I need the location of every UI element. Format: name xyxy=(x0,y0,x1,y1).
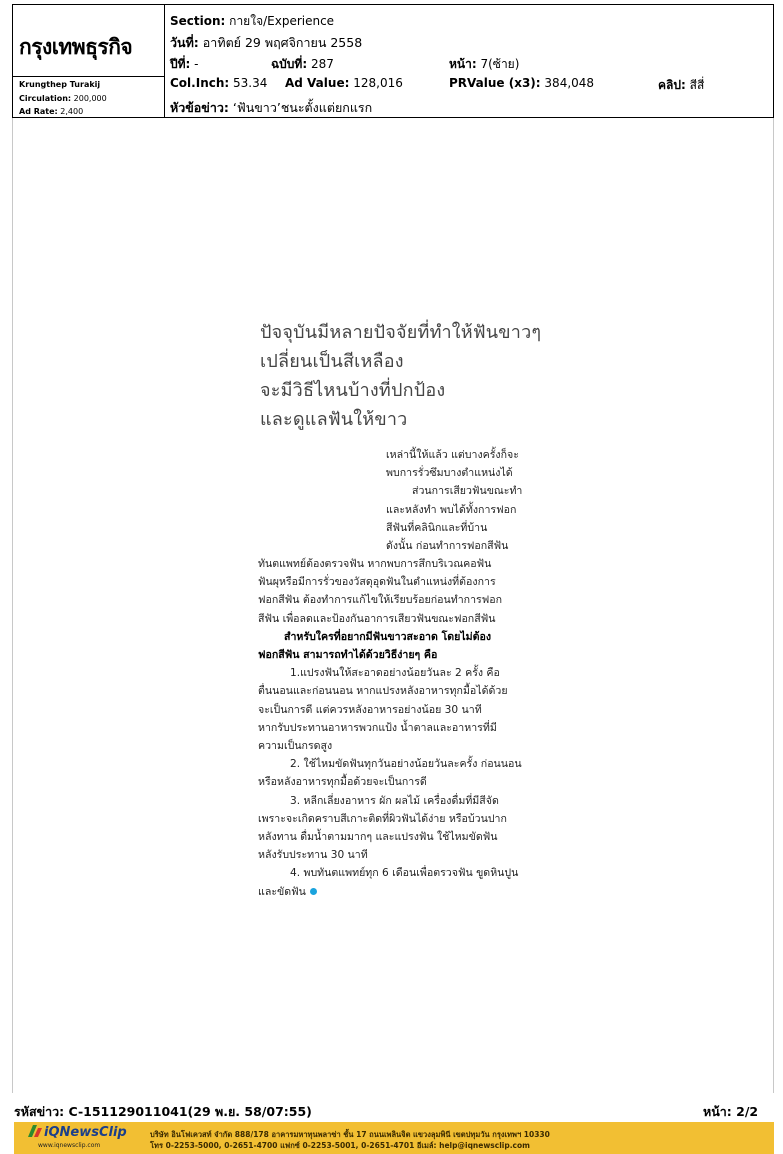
issue-label: ฉบับที่: xyxy=(271,57,308,71)
tips-heading: ฟอกสีฟัน สามารถทำได้ด้วยวิธีง่ายๆ คือ xyxy=(258,649,438,662)
brand-text: iQNewsClip xyxy=(44,1125,127,1140)
text-line: ฟอกสีฟัน ต้องทำการแก้ไขให้เรียบร้อยก่อนทำการฟอก xyxy=(258,594,503,607)
headline-line: และดูแลฟันให้ขาว xyxy=(260,409,408,430)
brand-url: www.iqnewsclip.com xyxy=(38,1142,101,1149)
tip-line: 1.แปรงฟันให้สะอาดอย่างน้อยวันละ 2 ครั้ง คือ xyxy=(290,667,500,680)
article-area xyxy=(12,118,774,1093)
ad-value-field xyxy=(285,76,403,90)
issue-value: 287 xyxy=(310,57,334,71)
end-mark-icon xyxy=(310,888,317,895)
colinch-value: 53.34 xyxy=(233,76,268,90)
article-body xyxy=(258,555,543,901)
clip-label: คลิป: xyxy=(658,78,686,92)
article-headline xyxy=(260,318,570,434)
clip-field xyxy=(658,76,704,95)
headline-line: จะมีวิธีไหนบ้างที่ปกป้อง xyxy=(260,380,446,401)
prvalue-label: PRValue (x3): xyxy=(449,76,541,90)
year-field xyxy=(170,55,199,74)
brand-logo xyxy=(14,1122,140,1154)
tips-heading: สำหรับใครที่อยากมีฟันขาวสะอาด โดยไม่ต้อง xyxy=(284,630,492,643)
tip-line xyxy=(258,883,543,901)
date-value: อาทิตย์ 29 พฤศจิกายน 2558 xyxy=(202,35,363,50)
section-field xyxy=(170,12,334,31)
tip-line: เพราะจะเกิดคราบสีเกาะติดที่ผิวฟันได้ง่าย หรือบ้วนปาก xyxy=(258,812,507,825)
text-line: เหล่านี้ให้แล้ว แต่บางครั้งก็จะ xyxy=(386,449,519,461)
news-code: รหัสข่าว: C-151129011041(29 พ.ย. 58/07:55) xyxy=(14,1104,312,1119)
issue-field xyxy=(271,55,334,74)
headline-line: ปัจจุบันมีหลายปัจจัยที่ทำให้ฟันขาวๆ xyxy=(260,322,542,343)
divider xyxy=(13,76,164,77)
tip-line: 3. หลีกเลี่ยงอาหาร ผัก ผลไม้ เครื่องดื่มที่มีสีจัด xyxy=(290,794,499,807)
prvalue-value: 384,048 xyxy=(544,76,595,90)
headline-field xyxy=(170,98,372,118)
text-line: ฟันผุหรือมีการรั่วของวัสดุอุดฟันในตำแหน่งที่ต้องการ xyxy=(258,576,496,589)
text-line: และหลังทำ พบได้ทั้งการฟอก xyxy=(386,503,517,516)
tip-line: หลังรับประทาน 30 นาที xyxy=(258,849,368,862)
page-field xyxy=(449,55,519,74)
tip-line: จะเป็นการดี แต่ควรหลังอาหารอย่างน้อย 30 นาที xyxy=(258,703,482,716)
clip-value: สีสี่ xyxy=(689,78,705,92)
page-number: หน้า: 2/2 xyxy=(703,1104,759,1119)
text-line: ดังนั้น ก่อนทำการฟอกสีฟัน xyxy=(386,540,509,553)
headline-line: เปลี่ยนเป็นสีเหลือง xyxy=(260,351,404,372)
publication-name: Krungthep Turakij xyxy=(19,80,101,89)
colinch-field xyxy=(170,76,267,90)
company-contact: โทร 0-2253-5000, 0-2651-4700 แฟกซ์ 0-2253-5001, 0-2651-4701 อีเมล์: help@iqnewsclip.com xyxy=(150,1141,530,1150)
tip-line: 4. พบทันตแพทย์ทุก 6 เดือนเพื่อตรวจฟัน ขูดหินปูน xyxy=(290,867,519,880)
tip-line-text: และขัดฟัน xyxy=(258,885,306,898)
ad-value-label: Ad Value: xyxy=(285,76,350,90)
publication-logo: กรุงเทพธุรกิจ xyxy=(19,35,133,59)
tip-line: หากรับประทานอาหารพวกแป้ง น้ำตาลและอาหารที่มี xyxy=(258,721,497,734)
text-line: พบการรั่วซึมบางตำแหน่งได้ xyxy=(386,467,513,480)
text-line: ส่วนการเสียวฟันขณะทำ xyxy=(412,485,523,498)
clipping-header xyxy=(12,4,774,118)
page-label: หน้า: xyxy=(449,57,477,71)
article-intro-column xyxy=(386,446,546,555)
date-field xyxy=(170,33,362,53)
prvalue-field xyxy=(449,76,594,90)
headline-label: หัวข้อข่าว: xyxy=(170,100,229,115)
circulation xyxy=(19,94,107,103)
circulation-value: 200,000 xyxy=(73,94,107,103)
section-value: กายใจ/Experience xyxy=(229,14,335,28)
brand-mark-icon xyxy=(28,1125,42,1137)
tip-line: ความเป็นกรดสูง xyxy=(258,740,333,753)
page-value: 7(ซ้าย) xyxy=(480,57,520,71)
company-address: บริษัท อินโฟเควสท์ จำกัด 888/178 อาคารมหาทุนพลาซ่า ชั้น 17 ถนนเพลินจิต แขวงลุมพินี เขตปทุมวัน กรุงเทพฯ 10330 xyxy=(150,1130,550,1139)
tip-line: หรือหลังอาหารทุกมื้อด้วยจะเป็นการดี xyxy=(258,776,427,789)
ad-rate xyxy=(19,107,83,116)
date-label: วันที่: xyxy=(170,35,199,50)
tip-line: ตื่นนอนและก่อนนอน หากแปรงหลังอาหารทุกมื้อได้ด้วย xyxy=(258,685,508,698)
year-value: - xyxy=(194,57,199,71)
section-label: Section: xyxy=(170,14,226,28)
headline-value: ‘ฟันขาว’ชนะตั้งแต่ยกแรก xyxy=(232,100,373,115)
circulation-label: Circulation: xyxy=(19,94,72,103)
ad-value-value: 128,016 xyxy=(353,76,403,90)
brand-name xyxy=(28,1125,127,1140)
ad-rate-label: Ad Rate: xyxy=(19,107,58,116)
footer-bar xyxy=(14,1122,774,1154)
tip-line: 2. ใช้ไหมขัดฟันทุกวันอย่างน้อยวันละครั้ง ก่อนนอน xyxy=(290,758,522,771)
text-line: สีฟัน เพื่อลดและป้องกันอาการเสียวฟันขณะฟอกสีฟัน xyxy=(258,612,496,625)
text-line: สีฟันที่คลินิกและที่บ้าน xyxy=(386,521,488,534)
year-label: ปีที่: xyxy=(170,57,191,71)
publication-panel xyxy=(13,5,165,117)
ad-rate-value: 2,400 xyxy=(60,107,84,116)
tip-line: หลังทาน ดื่มน้ำตามมากๆ และแปรงฟัน ใช้ไหมขัดฟัน xyxy=(258,831,498,844)
colinch-label: Col.Inch: xyxy=(170,76,230,90)
text-line: ทันตแพทย์ต้องตรวจฟัน หากพบการสึกบริเวณคอฟัน xyxy=(258,558,492,570)
